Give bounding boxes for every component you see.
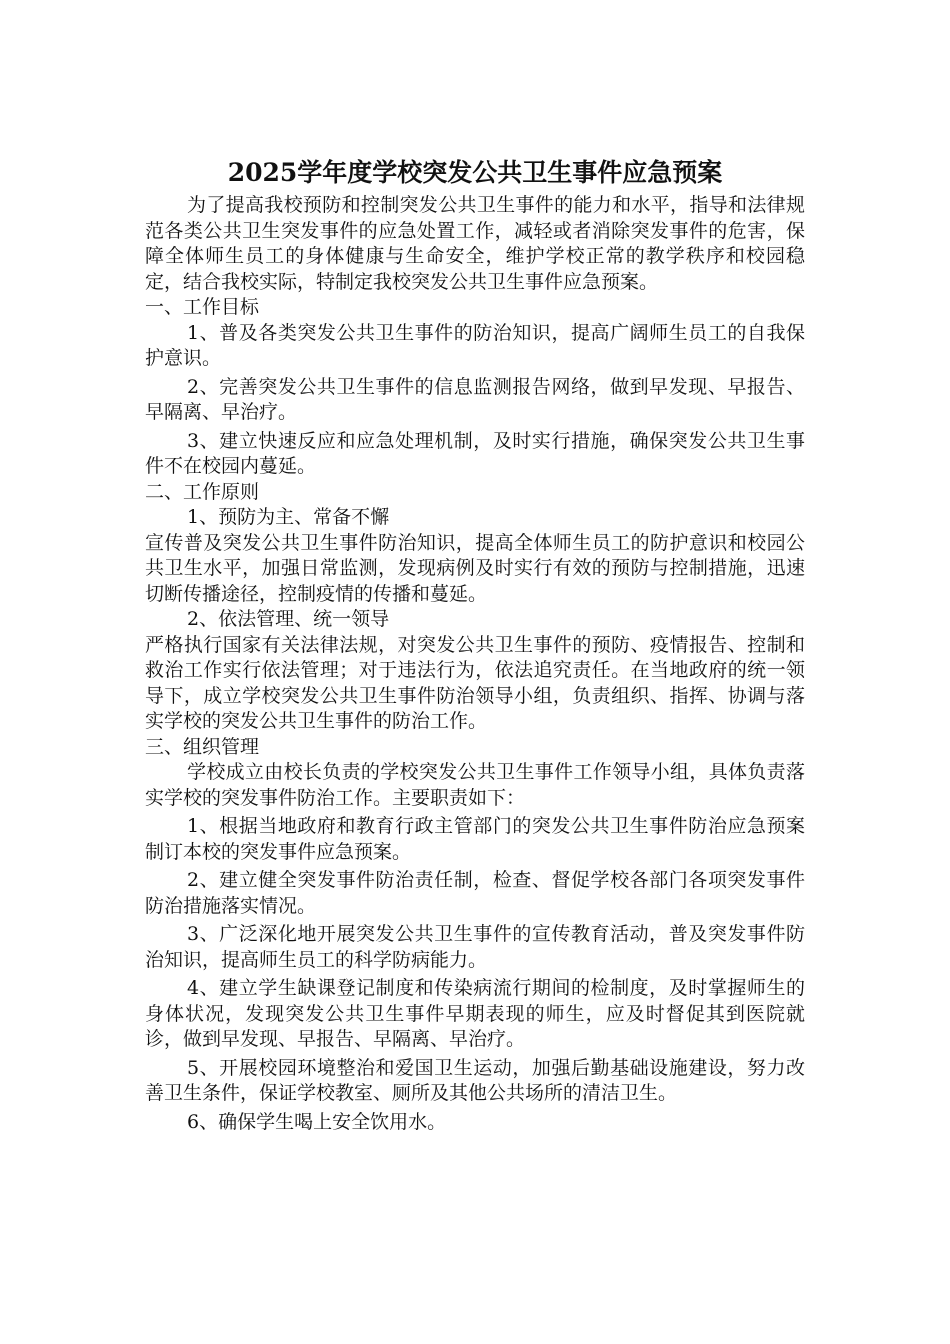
goal-item-3: 3、建立快速反应和应急处理机制，及时实行措施，确保突发公共卫生事件不在校园内蔓延。 bbox=[145, 429, 805, 477]
duty-item-2: 2、建立健全突发事件防治责任制，检查、督促学校各部门各项突发事件防治措施落实情况。 bbox=[145, 869, 805, 917]
duty-item-1: 1、根据当地政府和教育行政主管部门的突发公共卫生事件防治应急预案制订本校的突发事件应急预案。 bbox=[145, 815, 805, 863]
section-heading-principles: 二、工作原则 bbox=[145, 480, 260, 503]
document-title: 2025学年度学校突发公共卫生事件应急预案 bbox=[227, 158, 723, 187]
principle-1-title: 1、预防为主、常备不懈 bbox=[187, 506, 390, 528]
principle-2-body: 严格执行国家有关法律法规，对突发公共卫生事件的预防、疫情报告、控制和救治工作实行依法管理；对于违法行为，依法追究责任。在当地政府的统一领导下，成立学校突发公共卫生事件防治领导小组，负责组织、指挥、协调与落实学校的突发公共卫生事件的防治工作。 bbox=[145, 633, 805, 732]
goal-item-1: 1、普及各类突发公共卫生事件的防治知识，提高广阔师生员工的自我保护意识。 bbox=[145, 321, 805, 369]
principle-1-body: 宣传普及突发公共卫生事件防治知识，提高全体师生员工的防护意识和校园公共卫生水平，加强日常监测，发现病例及时实行有效的预防与控制措施，迅速切断传播途径，控制疫情的传播和蔓延。 bbox=[145, 531, 805, 605]
duty-item-5: 5、开展校园环境整治和爱国卫生运动，加强后勤基础设施建设，努力改善卫生条件，保证学校教室、厕所及其他公共场所的清洁卫生。 bbox=[145, 1056, 805, 1104]
intro-paragraph: 为了提高我校预防和控制突发公共卫生事件的能力和水平，指导和法律规范各类公共卫生突发事件的应急处置工作，减轻或者消除突发事件的危害，保障全体师生员工的身体健康与生命安全，维护学校正常的教学秩序和校园稳定，结合我校实际，特制定我校突发公共卫生事件应急预案。 bbox=[145, 194, 805, 293]
document-page bbox=[145, 155, 805, 1135]
organization-intro: 学校成立由校长负责的学校突发公共卫生事件工作领导小组，具体负责落实学校的突发事件防治工作。主要职责如下： bbox=[145, 761, 805, 809]
principle-2-title: 2、依法管理、统一领导 bbox=[187, 608, 390, 630]
section-heading-goals: 一、工作目标 bbox=[145, 296, 260, 318]
duty-item-4: 4、建立学生缺课登记制度和传染病流行期间的检制度，及时掌握师生的身体状况，发现突发公共卫生事件早期表现的师生，应及时督促其到医院就诊，做到早发现、早报告、早隔离、早治疗。 bbox=[145, 977, 805, 1050]
section-heading-organization: 三、组织管理 bbox=[145, 735, 260, 758]
goal-item-2: 2、完善突发公共卫生事件的信息监测报告网络，做到早发现、早报告、早隔离、早治疗。 bbox=[145, 375, 805, 423]
duty-item-3: 3、广泛深化地开展突发公共卫生事件的宣传教育活动，普及突发事件防治知识，提高师生员工的科学防病能力。 bbox=[145, 923, 805, 971]
duty-item-6: 6、确保学生喝上安全饮用水。 bbox=[187, 1110, 447, 1133]
